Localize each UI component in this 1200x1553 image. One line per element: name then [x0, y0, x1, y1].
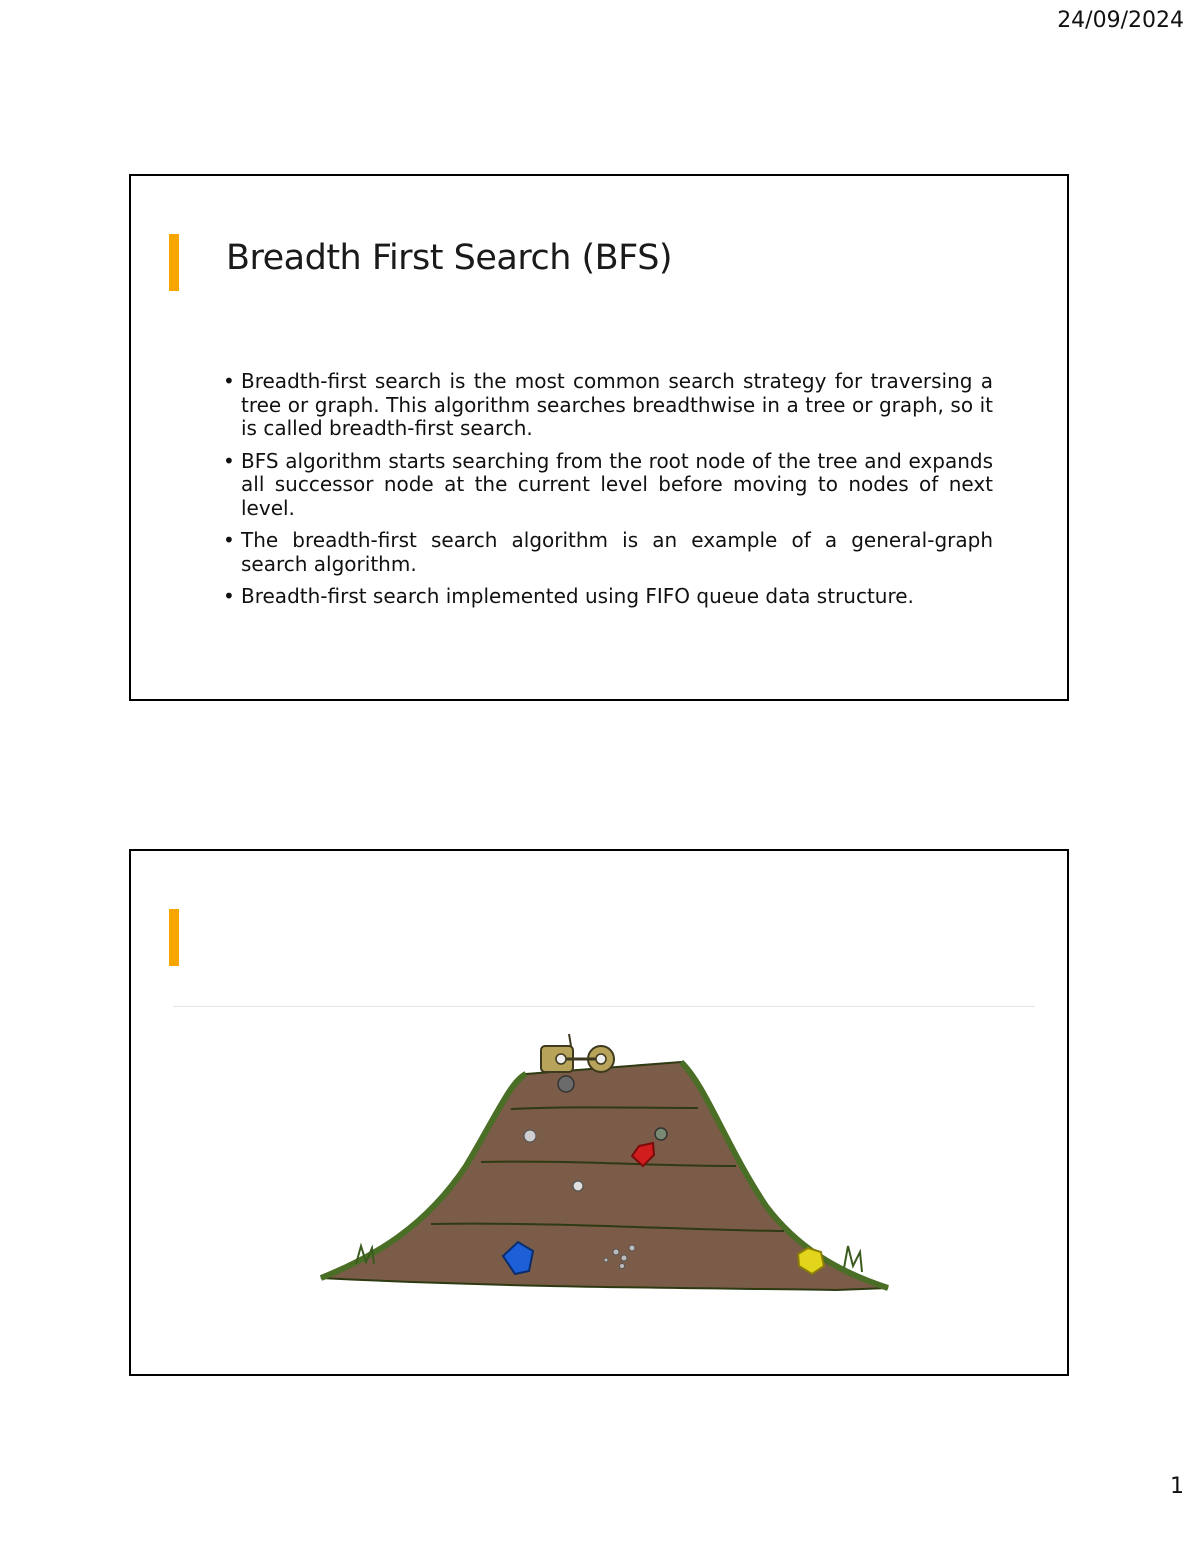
- bullet-text: BFS algorithm starts searching from the root node of the tree and expands all successor node at the current level before moving to nodes of next level.: [241, 448, 993, 520]
- header-date: 24/09/2024: [1057, 8, 1184, 33]
- bullet-text: Breadth-first search implemented using FIFO queue data structure.: [241, 584, 914, 608]
- bullet-text: The breadth-first search algorithm is an example of a general-graph search algorithm.: [241, 528, 993, 576]
- rock-icon: [655, 1128, 667, 1140]
- page-number: 1: [1170, 1474, 1184, 1499]
- bullet-item: [223, 370, 993, 441]
- title-accent-bar: [169, 234, 179, 291]
- robot-icon: [541, 1034, 614, 1072]
- title-accent-bar: [169, 909, 179, 966]
- slide-title: Breadth First Search (BFS): [226, 238, 673, 278]
- slide-2: [129, 849, 1069, 1376]
- bullet-dot: •: [223, 528, 235, 552]
- slide-1: [129, 174, 1069, 701]
- title-divider: [173, 1006, 1035, 1007]
- bullet-item: [223, 529, 993, 576]
- rock-icon: [558, 1076, 574, 1092]
- bullet-text: Breadth-first search is the most common search strategy for traversing a tree or graph. This algorithm searches breadthwise in a tree or graph, so it is called breadth-first search.: [241, 369, 993, 440]
- bullet-item: [223, 585, 993, 609]
- bullet-dot: •: [223, 584, 235, 608]
- bullet-item: [223, 450, 993, 521]
- rock-icon: [524, 1130, 536, 1142]
- grass-tuft-right: [844, 1246, 862, 1272]
- bullet-dot: •: [223, 448, 235, 473]
- rock-icon: [573, 1181, 583, 1191]
- digging-robot-on-dirt-mound-icon: [316, 1026, 896, 1296]
- bullet-dot: •: [223, 369, 235, 393]
- bullet-list: [223, 370, 993, 618]
